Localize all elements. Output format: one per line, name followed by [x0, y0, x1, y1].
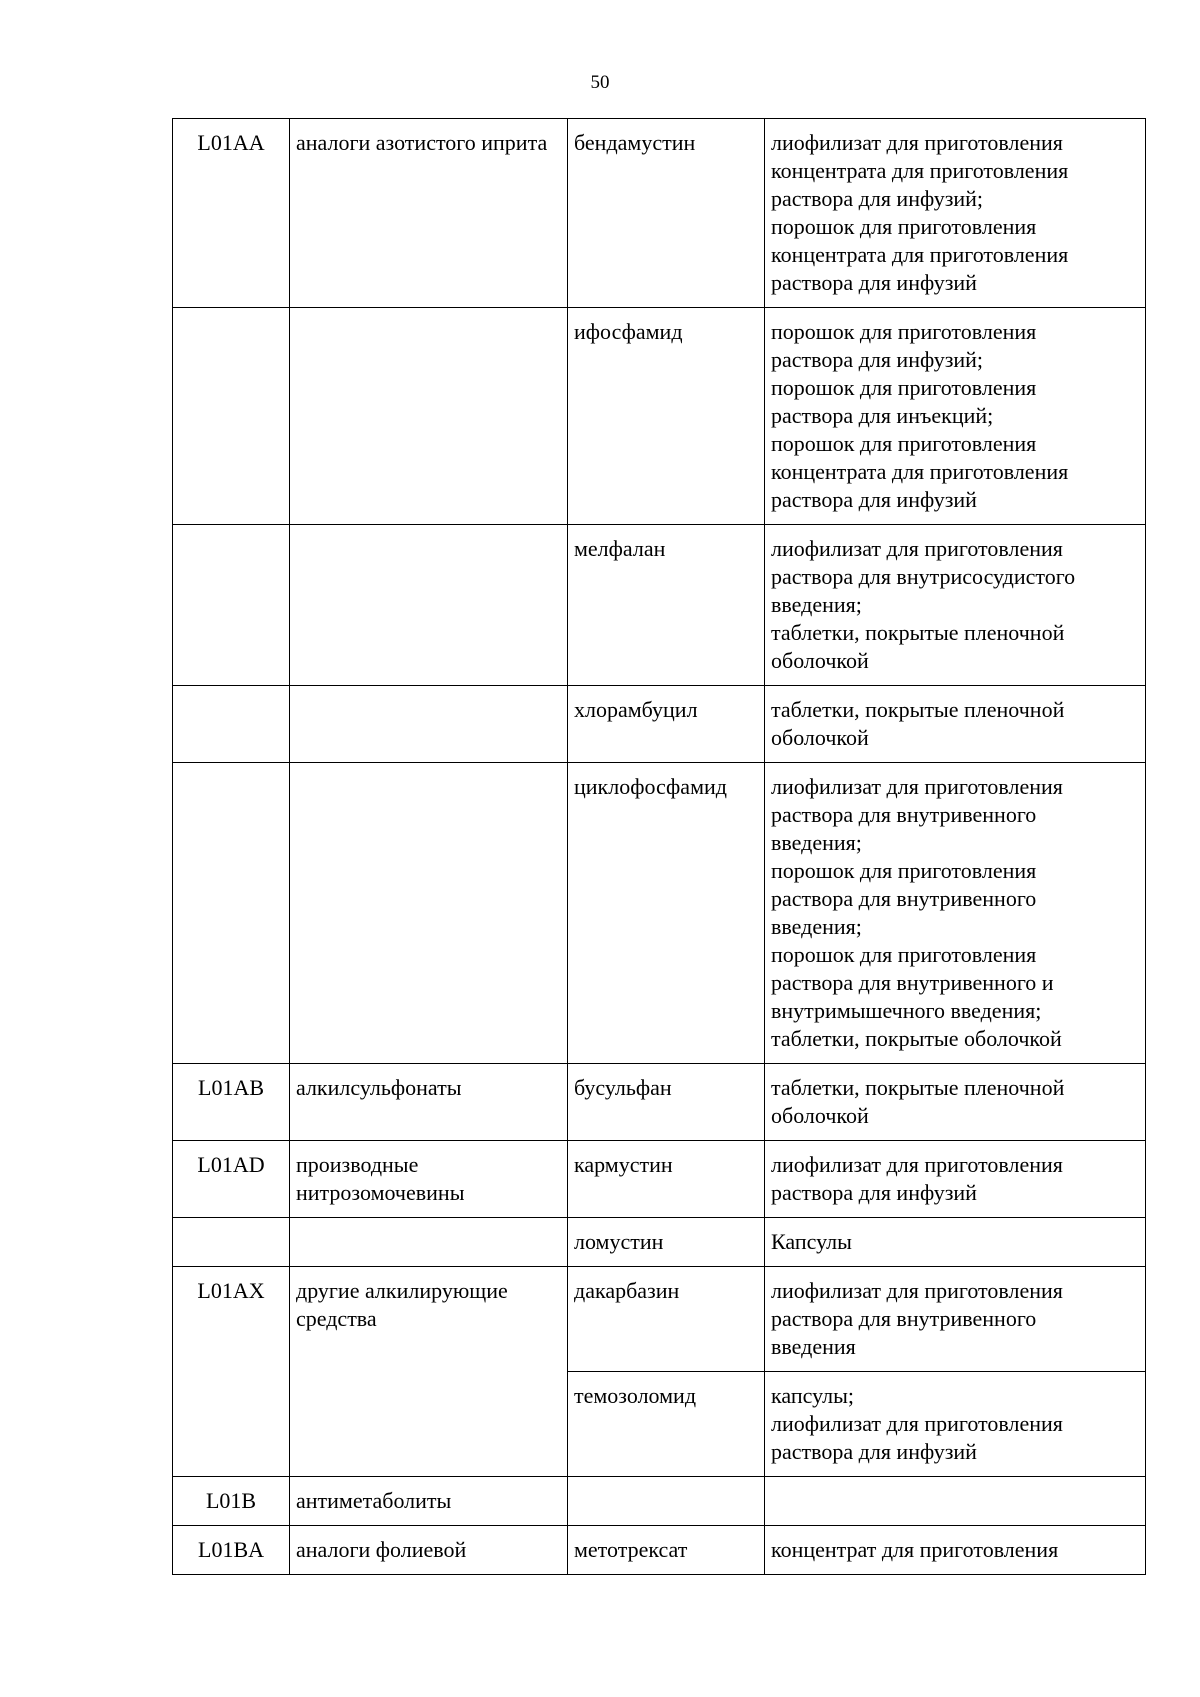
form-cell: капсулы; лиофилизат для приготовления раствора для инфузий	[765, 1372, 1146, 1477]
group-cell: антиметаболиты	[290, 1477, 568, 1526]
drug-table	[172, 118, 1146, 1575]
atc-code-cell: L01AB	[173, 1064, 290, 1141]
table-row	[173, 763, 1146, 1064]
group-cell	[290, 525, 568, 686]
atc-code-cell	[173, 763, 290, 1064]
drug-cell: хлорамбуцил	[568, 686, 765, 763]
form-cell: Капсулы	[765, 1218, 1146, 1267]
form-cell: концентрат для приготовления	[765, 1526, 1146, 1575]
atc-code-cell	[173, 525, 290, 686]
group-cell: алкилсульфонаты	[290, 1064, 568, 1141]
group-cell: аналоги фолиевой	[290, 1526, 568, 1575]
atc-code-cell	[173, 686, 290, 763]
drug-cell	[568, 1477, 765, 1526]
drug-cell: бусульфан	[568, 1064, 765, 1141]
drug-cell: темозоломид	[568, 1372, 765, 1477]
table-row	[173, 308, 1146, 525]
group-cell	[290, 1218, 568, 1267]
table-row	[173, 1526, 1146, 1575]
drug-cell: ифосфамид	[568, 308, 765, 525]
table-row	[173, 119, 1146, 308]
group-cell	[290, 763, 568, 1064]
drug-cell: дакарбазин	[568, 1267, 765, 1372]
drug-cell: мелфалан	[568, 525, 765, 686]
form-cell: таблетки, покрытые пленочной оболочкой	[765, 1064, 1146, 1141]
atc-code-cell	[173, 1218, 290, 1267]
form-cell	[765, 1477, 1146, 1526]
atc-code-cell: L01BA	[173, 1526, 290, 1575]
page-number: 50	[590, 72, 610, 93]
table-row	[173, 1477, 1146, 1526]
table-row	[173, 1064, 1146, 1141]
group-cell	[290, 308, 568, 525]
table-row	[173, 1267, 1146, 1372]
atc-code-cell: L01AA	[173, 119, 290, 308]
drug-cell: кармустин	[568, 1141, 765, 1218]
table-row	[173, 1141, 1146, 1218]
atc-code-cell: L01B	[173, 1477, 290, 1526]
group-cell: производные нитрозомочевины	[290, 1141, 568, 1218]
atc-code-cell	[173, 308, 290, 525]
form-cell: лиофилизат для приготовления концентрата для приготовления раствора для инфузий; порошок для приготовления концентрата для приготовления раствора для инфузий	[765, 119, 1146, 308]
table-row	[173, 525, 1146, 686]
table-row	[173, 686, 1146, 763]
atc-code-cell: L01AD	[173, 1141, 290, 1218]
drug-cell: ломустин	[568, 1218, 765, 1267]
form-cell: лиофилизат для приготовления раствора для инфузий	[765, 1141, 1146, 1218]
form-cell: лиофилизат для приготовления раствора для внутривенного введения; порошок для приготовления раствора для внутривенного введения; порошок для приготовления раствора для внутривенного и внутримышечного введения; таблетки, покрытые оболочкой	[765, 763, 1146, 1064]
form-cell: лиофилизат для приготовления раствора для внутривенного введения	[765, 1267, 1146, 1372]
drug-cell: циклофосфамид	[568, 763, 765, 1064]
group-cell	[290, 686, 568, 763]
form-cell: порошок для приготовления раствора для инфузий; порошок для приготовления раствора для инъекций; порошок для приготовления концентрата для приготовления раствора для инфузий	[765, 308, 1146, 525]
atc-code-cell: L01AX	[173, 1267, 290, 1477]
group-cell: аналоги азотистого иприта	[290, 119, 568, 308]
form-cell: таблетки, покрытые пленочной оболочкой	[765, 686, 1146, 763]
table-row	[173, 1218, 1146, 1267]
drug-cell: бендамустин	[568, 119, 765, 308]
drug-cell: метотрексат	[568, 1526, 765, 1575]
form-cell: лиофилизат для приготовления раствора для внутрисосудистого введения; таблетки, покрытые пленочной оболочкой	[765, 525, 1146, 686]
group-cell: другие алкилирующие средства	[290, 1267, 568, 1477]
